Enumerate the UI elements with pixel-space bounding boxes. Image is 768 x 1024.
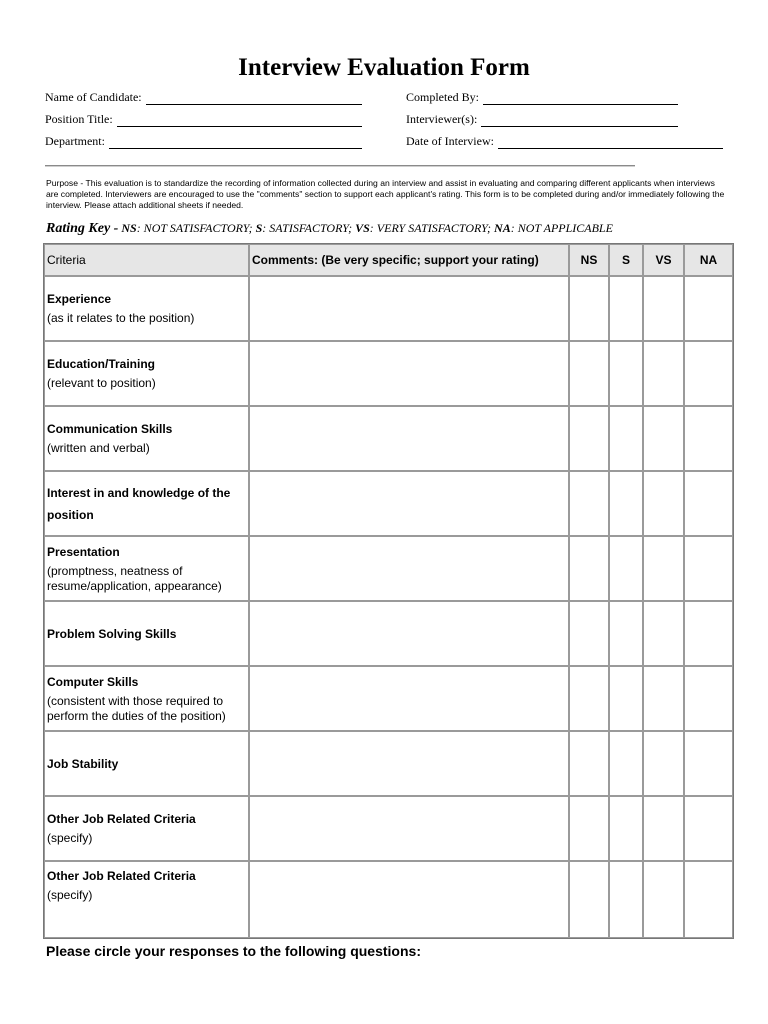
rating-code-na: NA [494,221,511,235]
rating-key [46,221,736,237]
rating-vs-cell[interactable] [643,341,684,406]
rating-vs-cell[interactable] [643,666,684,731]
completed-by-field[interactable] [406,89,678,105]
rating-text-vs: : VERY SATISFACTORY; [369,221,495,235]
rating-ns-cell[interactable] [569,731,609,796]
comments-cell[interactable] [249,406,569,471]
comments-cell[interactable] [249,341,569,406]
candidate-name-label: Name of Candidate: [45,90,142,104]
rating-code-s: S [255,221,263,235]
criteria-label: Problem Solving Skills [47,626,177,641]
rating-vs-cell[interactable] [643,276,684,341]
criteria-cell [44,861,249,938]
criteria-cell [44,731,249,796]
completed-by-line[interactable] [483,92,678,105]
rating-ns-cell[interactable] [569,341,609,406]
rating-s-cell[interactable] [609,276,643,341]
criteria-label: Presentation [47,544,120,559]
criteria-label: Other Job Related Criteria [47,869,196,883]
criteria-cell [44,536,249,601]
position-title-label: Position Title: [45,112,113,126]
rating-ns-cell[interactable] [569,406,609,471]
rating-s-cell[interactable] [609,406,643,471]
rating-ns-cell[interactable] [569,471,609,536]
comments-cell[interactable] [249,276,569,341]
rating-na-cell[interactable] [684,601,733,666]
circle-responses-prompt: Please circle your responses to the following questions: [46,943,421,959]
interviewers-label: Interviewer(s): [406,112,478,126]
criteria-sub: (specify) [47,888,93,902]
rating-s-cell[interactable] [609,666,643,731]
criteria-sub: (as it relates to the position) [47,311,195,325]
rating-na-cell[interactable] [684,406,733,471]
rating-vs-cell[interactable] [643,796,684,861]
rating-vs-cell[interactable] [643,601,684,666]
table-row [44,601,733,666]
evaluation-table [43,243,734,939]
rating-ns-cell[interactable] [569,276,609,341]
criteria-label: Communication Skills [47,422,173,436]
table-row [44,341,733,406]
rating-s-cell[interactable] [609,471,643,536]
criteria-sub: (specify) [47,831,93,845]
rating-ns-cell[interactable] [569,666,609,731]
rating-ns-cell[interactable] [569,796,609,861]
comments-cell[interactable] [249,796,569,861]
rating-s-cell[interactable] [609,341,643,406]
candidate-name-field[interactable] [45,89,362,105]
criteria-cell [44,666,249,731]
table-row [44,471,733,536]
comments-cell[interactable] [249,861,569,938]
interviewers-field[interactable] [406,111,678,127]
comments-cell[interactable] [249,471,569,536]
criteria-label: Other Job Related Criteria [47,812,196,826]
criteria-sub: (written and verbal) [47,441,150,455]
position-title-field[interactable] [45,111,362,127]
rating-s-cell[interactable] [609,731,643,796]
criteria-label: Interest in and knowledge of the position [47,485,231,522]
rating-s-cell[interactable] [609,601,643,666]
rating-s-cell[interactable] [609,796,643,861]
interview-date-field[interactable] [406,133,723,149]
rating-na-cell[interactable] [684,276,733,341]
criteria-sub: (relevant to position) [47,376,156,390]
criteria-cell [44,406,249,471]
criteria-sub: (consistent with those required to perform the duties of the position) [47,693,226,723]
rating-vs-cell[interactable] [643,471,684,536]
rating-s-cell[interactable] [609,861,643,938]
candidate-name-line[interactable] [146,92,362,105]
rating-text-na: : NOT APPLICABLE [510,221,613,235]
table-row [44,406,733,471]
header-divider [45,165,635,167]
rating-ns-cell[interactable] [569,536,609,601]
interview-date-label: Date of Interview: [406,134,494,148]
header-ns: NS [569,244,609,276]
rating-text-ns: : NOT SATISFACTORY; [136,221,256,235]
header-vs: VS [643,244,684,276]
table-row [44,536,733,601]
criteria-label: Job Stability [47,756,119,771]
header-comments: Comments: (Be very specific; support your rating) [249,244,569,276]
rating-code-vs: VS [355,221,370,235]
rating-ns-cell[interactable] [569,601,609,666]
rating-key-heading: Rating Key - [46,221,119,236]
criteria-sub: (promptness, neatness of resume/application, appearance) [47,563,222,593]
criteria-cell [44,796,249,861]
table-row [44,796,733,861]
department-label: Department: [45,134,105,148]
rating-na-cell[interactable] [684,471,733,536]
criteria-label: Computer Skills [47,674,139,689]
criteria-cell [44,601,249,666]
purpose-text: Purpose - This evaluation is to standardize the recording of information collected during an interview and assist in evaluating and comparing different applicants when interviews are completed. Interviewers are encouraged to use the "comments" section to support each applicant's rating. This form is to be completed during and/or immediately following the interview. Please attach additional sheets if needed. [46,178,725,210]
rating-code-ns: NS [121,221,137,235]
rating-vs-cell[interactable] [643,536,684,601]
interview-date-line[interactable] [498,136,723,149]
rating-na-cell[interactable] [684,861,733,938]
rating-na-cell[interactable] [684,536,733,601]
criteria-cell [44,341,249,406]
criteria-cell [44,276,249,341]
header-s: S [609,244,643,276]
criteria-label: Education/Training [47,357,156,371]
rating-na-cell[interactable] [684,731,733,796]
completed-by-label: Completed By: [406,90,479,104]
table-row [44,666,733,731]
comments-cell[interactable] [249,731,569,796]
position-title-line[interactable] [117,114,362,127]
rating-vs-cell[interactable] [643,731,684,796]
department-field[interactable] [45,133,362,149]
rating-na-cell[interactable] [684,341,733,406]
rating-vs-cell[interactable] [643,861,684,938]
rating-na-cell[interactable] [684,796,733,861]
comments-cell[interactable] [249,536,569,601]
header-criteria: Criteria [44,244,249,276]
rating-na-cell[interactable] [684,666,733,731]
rating-text-s: : SATISFACTORY; [262,221,356,235]
form-title: Interview Evaluation Form [238,54,530,81]
criteria-label: Experience [47,292,112,306]
table-row [44,861,733,938]
criteria-cell [44,471,249,536]
comments-cell[interactable] [249,666,569,731]
rating-vs-cell[interactable] [643,406,684,471]
table-row [44,731,733,796]
table-row [44,276,733,341]
comments-cell[interactable] [249,601,569,666]
interviewers-line[interactable] [481,114,678,127]
department-line[interactable] [109,136,362,149]
header-na: NA [684,244,733,276]
table-header-row [44,244,733,276]
rating-s-cell[interactable] [609,536,643,601]
rating-ns-cell[interactable] [569,861,609,938]
